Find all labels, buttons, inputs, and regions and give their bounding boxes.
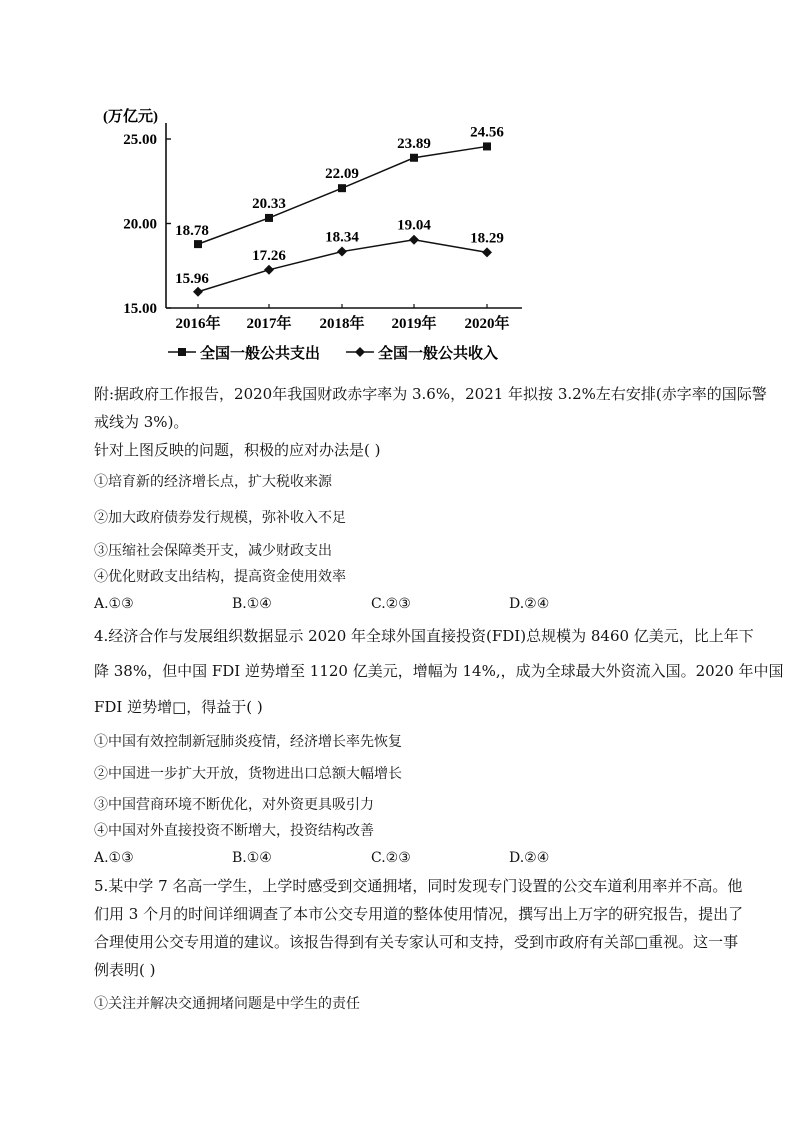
legend-diamond-marker: [355, 347, 365, 357]
x-tick-label: 2016年: [175, 316, 221, 332]
q3-stem: 针对上图反映的问题，积极的应对办法是( ): [94, 441, 381, 459]
revenue-point: [193, 287, 203, 297]
chart-legend: [168, 344, 498, 362]
data-label: 23.89: [397, 135, 431, 152]
revenue-point: [482, 247, 492, 257]
y-axis-unit-label: (万亿元): [103, 109, 158, 125]
y-tick-label: 25.00: [123, 132, 157, 148]
q3-option-c: C.②③: [371, 596, 411, 612]
q4-option-c: C.②③: [371, 850, 411, 866]
q3-item-2: ②加大政府债券发行规模，弥补收入不足: [94, 510, 346, 526]
data-label: 18.34: [325, 229, 359, 246]
data-label: 22.09: [325, 166, 359, 183]
x-tick-label: 2020年: [464, 316, 510, 332]
data-label: 19.04: [397, 217, 431, 234]
expenditure-point: [483, 142, 491, 150]
data-label: 18.78: [175, 223, 209, 240]
q3-option-b: B.①④: [232, 596, 272, 612]
expenditure-point: [410, 154, 418, 162]
note-line-2: 戒线为 3%)。: [94, 413, 189, 431]
q4-line-2: 降 38%，但中国 FDI 逆势增至 1120 亿美元，增幅为 14%,，成为全球最大外资流入国。2020 年中国: [94, 662, 784, 680]
chart-series: [175, 124, 504, 296]
q4-line-3: FDI 逆势增□，得益于( ): [94, 698, 263, 716]
q4-item-3: ③中国营商环境不断优化，对外资更具吸引力: [94, 797, 374, 813]
note-line-1: 附:据政府工作报告，2020年我国财政赤字率为 3.6%，2021 年拟按 3.2%左右安排(赤字率的国际警: [94, 385, 767, 403]
data-label: 24.56: [470, 124, 504, 141]
x-tick-label: 2019年: [391, 316, 437, 332]
q3-option-d: D.②④: [509, 596, 550, 612]
q4-option-d: D.②④: [509, 850, 550, 866]
y-tick-label: 15.00: [123, 301, 157, 317]
q4-item-2: ②中国进一步扩大开放，货物进出口总额大幅增长: [94, 766, 402, 782]
expenditure-point: [338, 184, 346, 192]
expenditure-point: [265, 214, 273, 222]
q3-option-a: A.①③: [94, 596, 134, 612]
q5-line-4: 例表明( ): [94, 961, 156, 979]
x-tick-label: 2017年: [246, 316, 292, 332]
data-label: 18.29: [470, 230, 504, 247]
q4-item-4: ④中国对外直接投资不断增大，投资结构改善: [94, 823, 374, 839]
q3-item-4: ④优化财政支出结构，提高资金使用效率: [94, 569, 346, 585]
revenue-point: [409, 235, 419, 245]
q4-line-1: 4.经济合作与发展组织数据显示 2020 年全球外国直接投资(FDI)总规模为 8460 亿美元，比上年下: [94, 627, 754, 645]
q5-line-1: 5.某中学 7 名高一学生，上学时感受到交通拥堵，同时发现专门设置的公交车道利用率并不高。他: [94, 877, 743, 895]
q5-line-2: 们用 3 个月的时间详细调查了本市公交专用道的整体使用情况，撰写出上万字的研究报告，提出了: [94, 905, 744, 923]
revenue-point: [337, 247, 347, 257]
y-tick-label: 20.00: [123, 216, 157, 233]
legend-label: 全国一般公共收入: [378, 346, 499, 362]
expenditure-point: [194, 240, 202, 248]
q5-line-3: 合理使用公交专用道的建议。该报告得到有关专家认可和支持，受到市政府有关部□重视。这一事: [94, 933, 739, 951]
revenue-point: [264, 265, 274, 275]
q3-item-1: ①培育新的经济增长点，扩大税收来源: [94, 474, 332, 490]
data-label: 20.33: [252, 195, 286, 212]
chart-axes: [103, 107, 522, 332]
q4-option-b: B.①④: [232, 850, 272, 866]
q4-option-a: A.①③: [94, 850, 134, 866]
data-label: 17.26: [252, 247, 286, 264]
legend-label: 全国一般公共支出: [200, 346, 321, 362]
q4-item-1: ①中国有效控制新冠肺炎疫情，经济增长率先恢复: [94, 734, 402, 750]
q5-item-1: ①关注并解决交通拥堵问题是中学生的责任: [94, 996, 360, 1012]
data-label: 15.96: [175, 270, 209, 287]
line-chart: [0, 0, 794, 370]
q3-item-3: ③压缩社会保障类开支，减少财政支出: [94, 543, 332, 559]
legend-square-marker: [178, 348, 186, 356]
x-tick-label: 2018年: [319, 316, 365, 332]
